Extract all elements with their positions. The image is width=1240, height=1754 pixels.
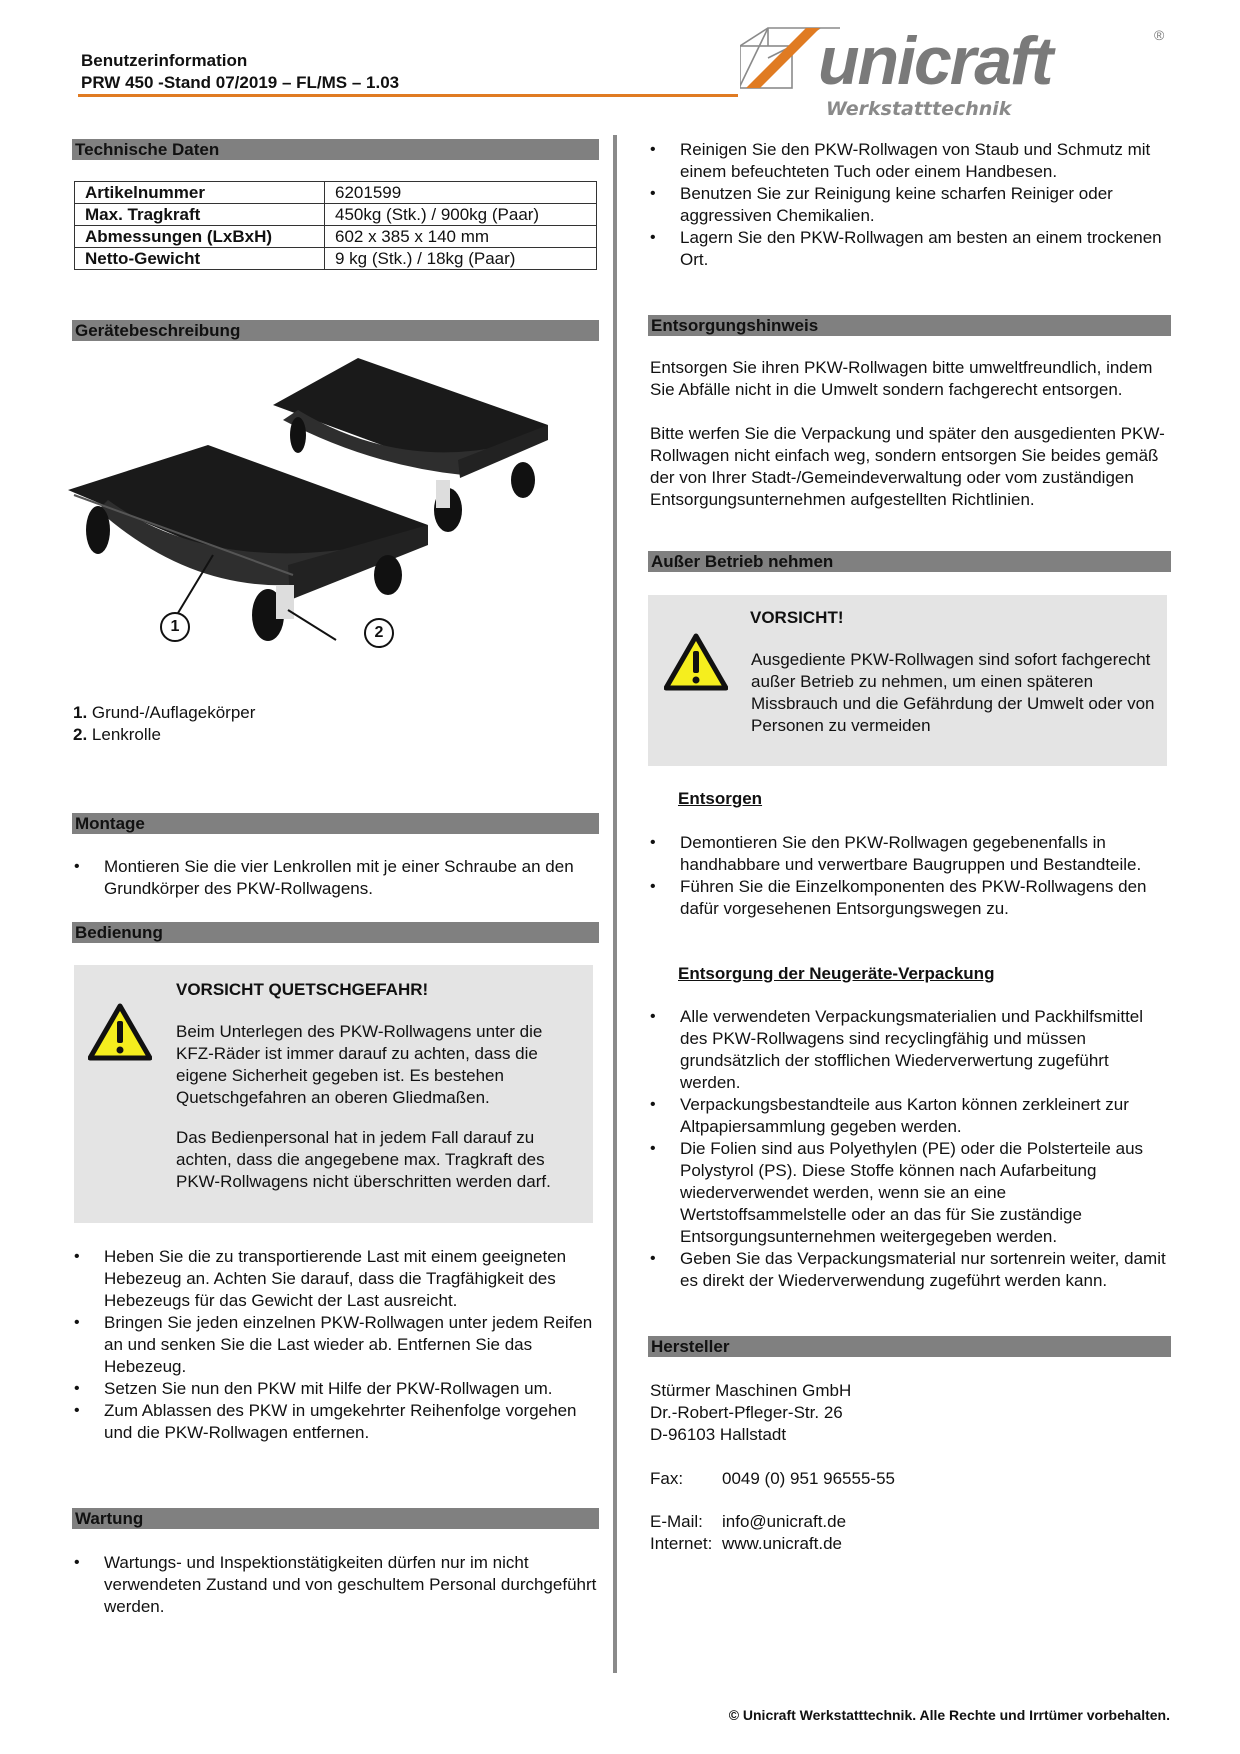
web-label: Internet: [650, 1534, 713, 1553]
warning-box-quetschgefahr [74, 965, 593, 1223]
email-link[interactable]: info@unicraft.de [722, 1512, 847, 1531]
verpackung-list [648, 1006, 1168, 1292]
copyright-footer: © Unicraft Werkstatttechnik. Alle Rechte und Irrtümer vorbehalten. [728, 1707, 1170, 1723]
list-item: • Benutzen Sie zur Reinigung keine scharfen Reiniger oder aggressiven Chemikalien. [648, 183, 1168, 227]
list-item: • Verpackungsbestandteile aus Karton können zerkleinert zur Altpapiersammlung gegeben werden. [648, 1094, 1168, 1138]
table-row: Abmessungen (LxBxH) 602 x 385 x 140 mm [75, 226, 597, 248]
web-link[interactable]: www.unicraft.de [722, 1534, 842, 1553]
table-row: Netto-Gewicht 9 kg (Stk.) / 18kg (Paar) [75, 248, 597, 270]
montage-list [72, 856, 597, 900]
list-item: • Bringen Sie jeden einzelnen PKW-Rollwagen unter jedem Reifen an und senken Sie die Last wieder ab. Entfernen Sie das Hebezeug. [72, 1312, 597, 1378]
list-item: • Zum Ablassen des PKW in umgekehrter Reihenfolge vorgehen und die PKW-Rollwagen entfernen. [72, 1400, 597, 1444]
entsorgung-paragraph: Entsorgen Sie ihren PKW-Rollwagen bitte umweltfreundlich, indem Sie Abfälle nicht in die Umwelt sondern fachgerecht entsorgen. [650, 358, 1153, 399]
list-item: • Geben Sie das Verpackungsmaterial nur sortenrein weiter, damit es direkt der Wiederverwendung zugeführt werden kann. [648, 1248, 1168, 1292]
section-heading-montage: Montage [72, 813, 599, 834]
logo-tagline: Werkstatttechnik [826, 98, 1012, 120]
list-item: • Montieren Sie die vier Lenkrollen mit je einer Schraube an den Grundkörper des PKW-Rollwagens. [72, 856, 597, 900]
warning-box-vorsicht [648, 595, 1167, 766]
warning-triangle-icon [88, 1003, 152, 1061]
subheading-entsorgen: Entsorgen [678, 789, 763, 808]
legend-item: 1. Grund-/Auflagekörper [73, 703, 256, 722]
spec-table [74, 181, 597, 270]
section-heading-ausser-betrieb: Außer Betrieb nehmen [648, 551, 1171, 572]
list-item: • Alle verwendeten Verpackungsmaterialien und Packhilfsmittel des PKW-Rollwagens sind recyclingfähig und müssen grundsätzlich der stofflichen Wiederverwertung zugeführt werden. [648, 1006, 1168, 1094]
document-title: Benutzerinformation [81, 51, 248, 70]
warning-text: Ausgediente PKW-Rollwagen sind sofort fachgerecht außer Betrieb zu nehmen, um einen späteren Missbrauch und die Gefährdung der Umwelt oder von Personen zu vermeiden [751, 650, 1155, 735]
logo-wordmark: unicraft [818, 23, 1052, 99]
manufacturer-city: D-96103 Hallstadt [650, 1425, 787, 1444]
section-heading-geraetebeschreibung: Gerätebeschreibung [72, 320, 599, 341]
section-heading-hersteller: Hersteller [648, 1336, 1171, 1357]
entsorgen-list [648, 832, 1168, 920]
table-row: Artikelnummer 6201599 [75, 182, 597, 204]
section-heading-entsorgungshinweis: Entsorgungshinweis [648, 315, 1171, 336]
product-image [68, 350, 588, 650]
list-item: • Reinigen Sie den PKW-Rollwagen von Staub und Schmutz mit einem befeuchteten Tuch oder einem Handbesen. [648, 139, 1168, 183]
list-item: • Wartungs- und Inspektionstätigkeiten dürfen nur im nicht verwendeten Zustand und von geschultem Personal durchgeführt werden. [72, 1552, 597, 1618]
parts-legend [73, 702, 255, 746]
manufacturer-name: Stürmer Maschinen GmbH [650, 1381, 852, 1400]
unicraft-logo [740, 18, 1170, 123]
list-item: • Die Folien sind aus Polyethylen (PE) oder die Polsterteile aus Polystyrol (PS). Diese Stoffe können nach Aufarbeitung wiederverwendet werden, wenn sie an eine Wertstoffsammelstelle oder an das für Sie zuständige Entsorgungsunternehmen weitergegeben werden. [648, 1138, 1168, 1248]
subheading-verpackung: Entsorgung der Neugeräte-Verpackung [678, 964, 995, 983]
warning-text: Beim Unterlegen des PKW-Rollwagens unter die KFZ-Räder ist immer darauf zu achten, dass die eigene Sicherheit gegeben ist. Es bestehen Quetschgefahren an oberen Gliedmaßen. [176, 1022, 543, 1107]
list-item: • Demontieren Sie den PKW-Rollwagen gegebenenfalls in handhabbare und verwertbare Baugruppen und Bestandteile. [648, 832, 1168, 876]
document-version: PRW 450 -Stand 07/2019 – FL/MS – 1.03 [81, 73, 400, 92]
wartung-list [72, 1552, 597, 1618]
callout-1: 1 [160, 612, 190, 642]
email-label: E-Mail: [650, 1512, 703, 1531]
section-heading-bedienung: Bedienung [72, 922, 599, 943]
fax-number: 0049 (0) 951 96555-55 [722, 1469, 895, 1488]
warning-title: VORSICHT! [750, 608, 844, 627]
entsorgung-paragraph: Bitte werfen Sie die Verpackung und später den ausgedienten PKW-Rollwagen nicht einfach weg, sondern entsorgen Sie beides gemäß der von Ihrer Stadt-/Gemeindeverwaltung oder vom zuständigen Entsorgungsunternehmen aufgestellten Richtlinien. [650, 424, 1165, 509]
table-row: Max. Tragkraft 450kg (Stk.) / 900kg (Paar) [75, 204, 597, 226]
warning-triangle-icon [664, 633, 728, 691]
warning-text: Das Bedienpersonal hat in jedem Fall darauf zu achten, dass die angegebene max. Tragkraft des PKW-Rollwagens nicht überschritten werden darf. [176, 1128, 551, 1191]
wheel-dolly-illustration [68, 350, 588, 650]
list-item: • Lagern Sie den PKW-Rollwagen am besten an einem trockenen Ort. [648, 227, 1168, 271]
list-item: • Führen Sie die Einzelkomponenten des PKW-Rollwagens den dafür vorgesehenen Entsorgungswegen zu. [648, 876, 1168, 920]
section-heading-wartung: Wartung [72, 1508, 599, 1529]
warning-title: VORSICHT QUETSCHGEFAHR! [176, 980, 429, 999]
logo-mark-icon [740, 18, 1170, 123]
fax-label: Fax: [650, 1469, 684, 1488]
section-heading-technische-daten: Technische Daten [72, 139, 599, 160]
svg-text:®: ® [1154, 27, 1165, 43]
callout-2: 2 [364, 618, 394, 648]
wartung-cont-list [648, 139, 1168, 271]
header-rule [78, 94, 738, 97]
list-item: • Setzen Sie nun den PKW mit Hilfe der PKW-Rollwagen um. [72, 1378, 597, 1400]
column-divider [613, 135, 617, 1673]
bedienung-list [72, 1246, 597, 1444]
list-item: • Heben Sie die zu transportierende Last mit einem geeigneten Hebezeug an. Achten Sie darauf, dass die Tragfähigkeit des Hebezeugs für das Gewicht der Last ausreicht. [72, 1246, 597, 1312]
legend-item: 2. Lenkrolle [73, 725, 161, 744]
manufacturer-street: Dr.-Robert-Pfleger-Str. 26 [650, 1403, 843, 1422]
